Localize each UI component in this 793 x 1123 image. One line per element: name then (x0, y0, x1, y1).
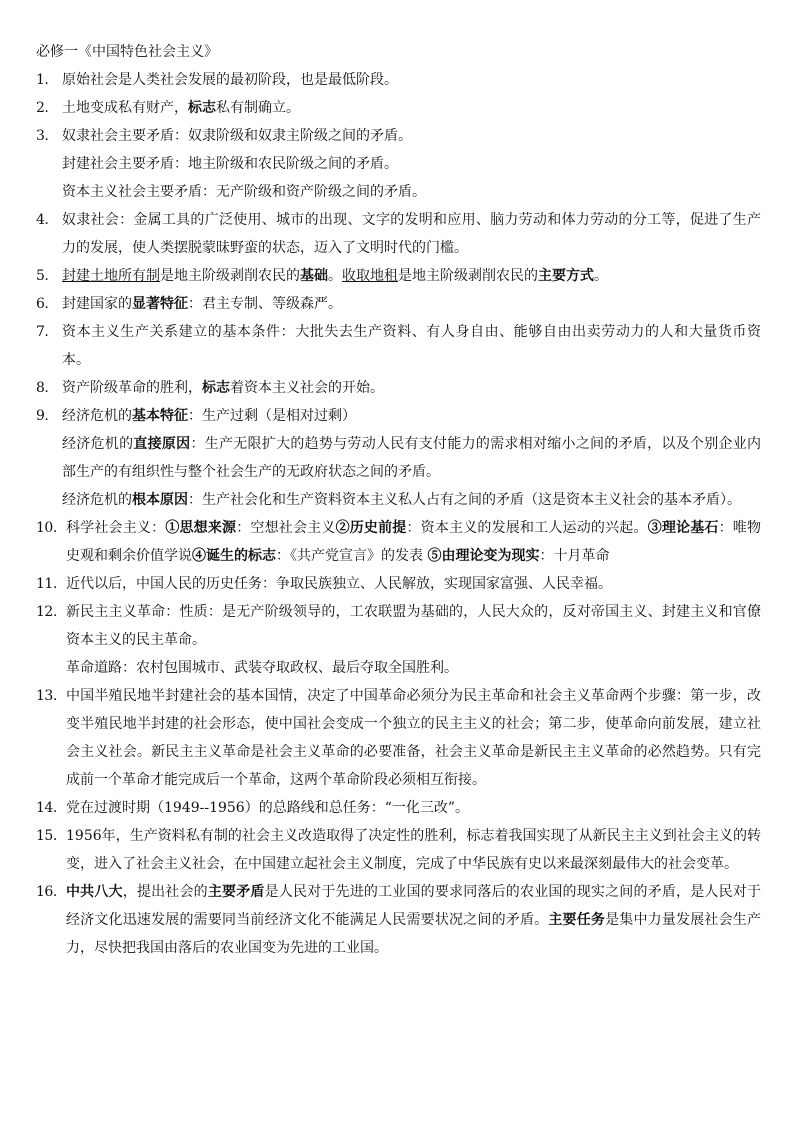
item-text: 封建土地所有制是地主阶级剥削农民的基础。收取地租是地主阶级剥削农民的主要方式。 (62, 268, 608, 284)
item-number: 13. (36, 688, 57, 704)
list-item-7 (36, 318, 761, 374)
item-text: 中国半殖民地半封建社会的基本国情，决定了中国革命必须分为民主革命和社会主义革命两个步骤：第一步，改变半殖民地半封建的社会形态，使中国社会变成一个独立的民主主义的社会；第二步，使革命向前发展，建立社会主义社会。新民主主义革命是社会主义革命的必要准备，社会主义革命是新民主主义革命的必然趋势。只有完成前一个革命才能完成后一个革命，这两个革命阶段必须相互衔接。 (66, 688, 761, 788)
list-item-4 (36, 206, 761, 262)
bold-term: 标志 (188, 100, 216, 116)
item-number: 7. (36, 324, 49, 340)
item-text: 奴隶社会主要矛盾：奴隶阶级和奴隶主阶级之间的矛盾。 封建社会主要矛盾：地主阶级和农民阶级之间的矛盾。 资本主义社会主要矛盾：无产阶级和资产阶级之间的矛盾。 (62, 128, 426, 200)
item-text: 封建国家的显著特征：君主专制、等级森严。 (62, 296, 342, 312)
item-number: 10. (36, 520, 57, 536)
bold-term: ⑤由理论变为现实 (427, 548, 540, 564)
list-item-6 (36, 290, 761, 318)
item-number: 8. (36, 380, 49, 396)
item-text: 党在过渡时期（1949--1956）的总路线和总任务：“一化三改”。 (66, 800, 470, 816)
list-item-1 (36, 66, 761, 94)
item-text: 奴隶社会：金属工具的广泛使用、城市的出现、文字的发明和应用、脑力劳动和体力劳动的分工等，促进了生产力的发展，使人类摆脱蒙昧野蛮的状态，迈入了文明时代的门槛。 (62, 212, 761, 256)
item-text: 经济危机的基本特征：生产过剩（是相对过剩） 经济危机的直接原因：生产无限扩大的趋势与劳动人民有支付能力的需求相对缩小之间的矛盾，以及个别企业内部生产的有组织性与整个社会生产的无政府状态之间的矛盾。 经济危机的根本原因：生产社会化和生产资料资本主义私人占有之间的矛盾（这是资本主义社会的基本矛盾）。 (62, 408, 762, 508)
item-text: 1956年，生产资料私有制的社会主义改造取得了决定性的胜利，标志着我国实现了从新民主主义到社会主义的转变，进入了社会主义社会，在中国建立起社会主义制度，完成了中华民族有史以来最深刻最伟大的社会变革。 (66, 828, 761, 872)
item-text: 科学社会主义：①思想来源：空想社会主义②历史前提：资本主义的发展和工人运动的兴起。③理论基石：唯物史观和剩余价值学说④诞生的标志：《共产党宣言》的发表 ⑤由理论变为现实：十月革命 (66, 520, 761, 564)
bold-term: 基本特征 (132, 408, 188, 424)
item-number: 6. (36, 296, 49, 312)
item-number: 9. (36, 408, 49, 424)
bold-term: 主要方式 (538, 268, 594, 284)
item-number: 15. (36, 828, 57, 844)
item-number: 16. (36, 884, 57, 900)
list-item-8 (36, 374, 761, 402)
document-page (36, 38, 761, 962)
item-text: 新民主主义革命：性质：是无产阶级领导的，工农联盟为基础的，人民大众的，反对帝国主义、封建主义和官僚资本主义的民主革命。 革命道路：农村包围城市、武装夺取政权、最后夺取全国胜利。 (66, 604, 761, 676)
list-item-3 (36, 122, 761, 206)
item-text: 资本主义生产关系建立的基本条件：大批失去生产资料、有人身自由、能够自由出卖劳动力的人和大量货币资本。 (62, 324, 761, 368)
bold-term: 标志 (202, 380, 230, 396)
item-number: 14. (36, 800, 57, 816)
bold-term: 直接原因 (133, 436, 191, 452)
page-title: 必修一《中国特色社会主义》 (36, 44, 218, 60)
item-text: 近代以后，中国人民的历史任务：争取民族独立、人民解放，实现国家富强、人民幸福。 (66, 576, 612, 592)
item-number: 12. (36, 604, 57, 620)
item-number: 2. (36, 100, 49, 116)
item-number: 3. (36, 128, 49, 144)
bold-term: 主要任务 (548, 912, 606, 928)
item-number: 5. (36, 268, 49, 284)
bold-term: ①思想来源 (165, 520, 237, 536)
item-number: 1. (36, 72, 49, 88)
item-text: 资产阶级革命的胜利，标志着资本主义社会的开始。 (62, 380, 384, 396)
list-item-2 (36, 94, 761, 122)
bold-term: ④诞生的标志 (192, 548, 276, 564)
underlined-term: 封建土地所有制 (62, 268, 160, 284)
bold-term: 根本原因 (132, 492, 188, 508)
item-number: 4. (36, 212, 49, 228)
bold-term: 显著特征 (132, 296, 188, 312)
item-text: 土地变成私有财产，标志私有制确立。 (62, 100, 300, 116)
list-item-16 (36, 878, 761, 962)
list-item-14 (36, 794, 761, 822)
list-item-10 (36, 514, 761, 570)
item-text: 原始社会是人类社会发展的最初阶段，也是最低阶段。 (62, 72, 398, 88)
list-item-13 (36, 682, 761, 794)
bold-term: 主要矛盾 (207, 884, 265, 900)
bold-term: ③理论基石 (647, 520, 719, 536)
list-item-5 (36, 262, 761, 290)
bold-term: 中共八大 (66, 884, 123, 900)
item-number: 11. (36, 576, 57, 592)
item-text: 中共八大，提出社会的主要矛盾是人民对于先进的工业国的要求同落后的农业国的现实之间的矛盾，是人民对于经济文化迅速发展的需要同当前经济文化不能满足人民需要状况之间的矛盾。主要任务是集中力量发展社会生产力，尽快把我国由落后的农业国变为先进的工业国。 (66, 884, 761, 956)
list-item-15 (36, 822, 761, 878)
list-item-11 (36, 570, 761, 598)
bold-term: 基础 (300, 268, 328, 284)
list-item-9 (36, 402, 761, 514)
underlined-term: 收取地租 (342, 268, 398, 284)
bold-term: ②历史前提 (335, 520, 407, 536)
list-item-12 (36, 598, 761, 682)
